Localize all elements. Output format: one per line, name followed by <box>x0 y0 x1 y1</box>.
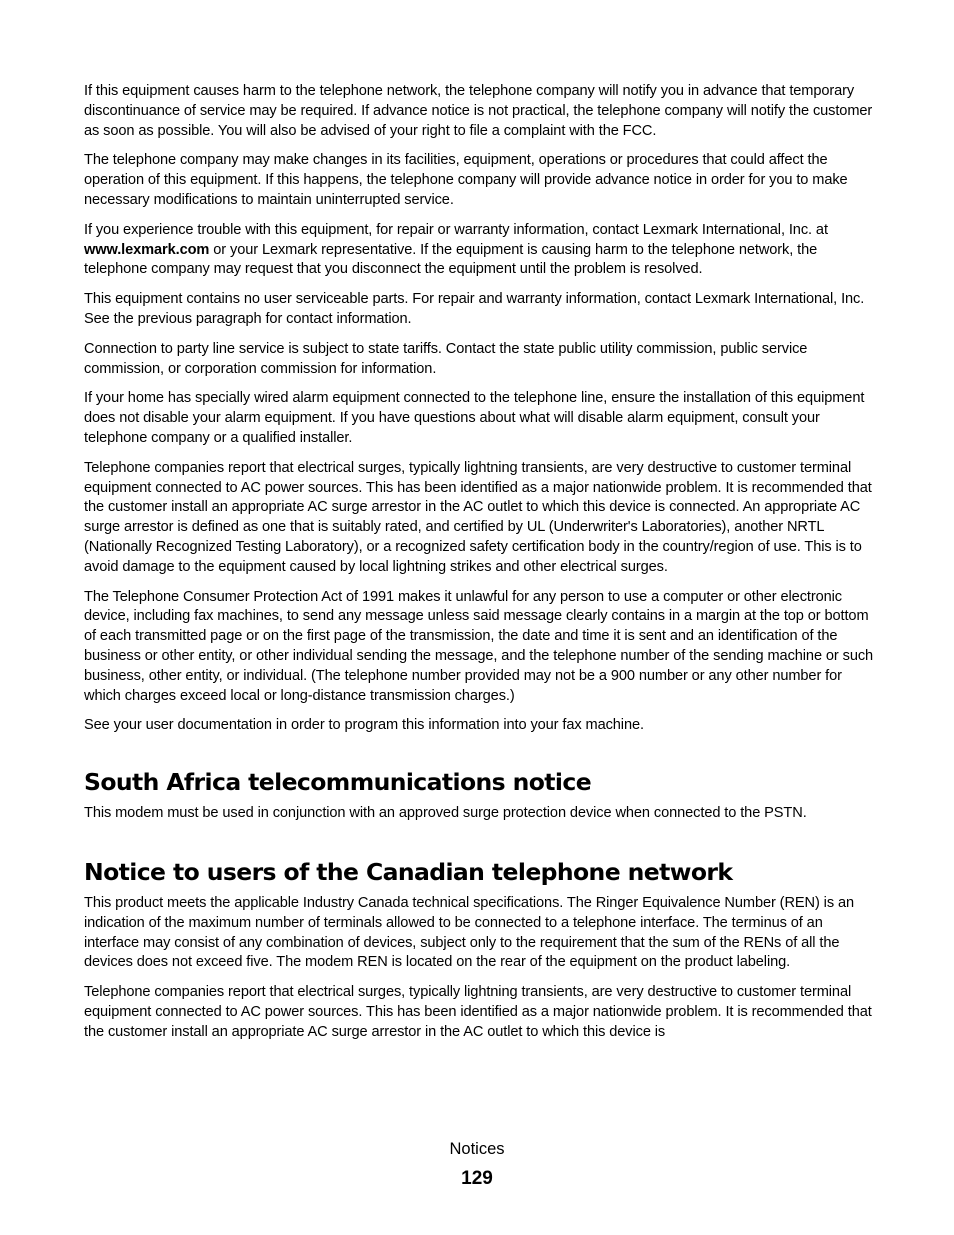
repair-contact-text-after: or your Lexmark representative. If the equipment is causing harm to the telephone network, the telephone company may request that you disconnect the equipment until the problem is resolved. <box>84 241 818 278</box>
paragraph-alarm-equipment: If your home has specially wired alarm equipment connected to the telephone line, ensure the installation of this equipment does not disable your alarm equipment. If you have questions about what will disable alarm equipment, consult your telephone company or a qualified installer. <box>84 390 865 446</box>
paragraph-south-africa-modem: This modem must be used in conjunction with an approved surge protection device when connected to the PSTN. <box>84 805 807 822</box>
paragraph-party-line: Connection to party line service is subject to state tariffs. Contact the state public utility commission, public service commission, or corporation commission for information. <box>84 340 808 377</box>
document-body <box>84 82 874 1052</box>
paragraph-industry-canada-ren: This product meets the applicable Industry Canada technical specifications. The Ringer Equivalence Number (REN) is an indication of the maximum number of terminals allowed to be connected to a telephone interface. The terminus of an interface may consist of any combination of devices, subject only to the requirement that the sum of the RENs of all the devices does not exceed five. The modem REN is located on the rear of the equipment on the product labeling. <box>84 894 855 971</box>
paragraph-facility-changes: The telephone company may make changes in its facilities, equipment, operations or procedures that could affect the operation of this equipment. If this happens, the telephone company will provide advance notice in order for you to make necessary modifications to maintain uninterrupted service. <box>84 152 848 208</box>
paragraph-fcc-harm-notice: If this equipment causes harm to the telephone network, the telephone company will notify you in advance that temporary discontinuance of service may be required. If advance notice is not practical, the telephone company will notify the customer as soon as possible. You will also be advised of your right to file a complaint with the FCC. <box>84 83 873 139</box>
repair-contact-text-before: If you experience trouble with this equipment, for repair or warranty information, contact Lexmark International, Inc. at <box>84 221 828 238</box>
footer-section-name: Notices <box>449 1140 505 1158</box>
paragraph-repair-contact <box>84 221 874 280</box>
paragraph-fax-programming: See your user documentation in order to program this information into your fax machine. <box>84 717 644 734</box>
paragraph-tcpa-1991: The Telephone Consumer Protection Act of 1991 makes it unlawful for any person to use a computer or other electronic device, including fax machines, to send any message unless said message clearly contains in a margin at the top or bottom of each transmitted page or on the first page of the transmission, the date and time it is sent and an identification of the business or other entity, or other individual sending the message, and the telephone number of the sending machine or such business, other entity, or individual. (The telephone number provided may not be a 900 number or any other number for which charges exceed local or long-distance transmission charges.) <box>84 588 874 704</box>
heading-canadian-network-notice: Notice to users of the Canadian telephone network <box>84 857 733 886</box>
paragraph-no-serviceable-parts: This equipment contains no user serviceable parts. For repair and warranty information, contact Lexmark International, Inc. See the previous paragraph for contact information. <box>84 291 865 327</box>
paragraph-canada-electrical-surges: Telephone companies report that electrical surges, typically lightning transients, are very destructive to customer terminal equipment connected to AC power sources. This has been identified as a major nationwide problem. It is recommended that the customer install an appropriate AC surge arrestor in the AC outlet to which this device is <box>84 984 872 1040</box>
lexmark-website-link: www.lexmark.com <box>84 241 210 258</box>
footer-page-number: 129 <box>461 1168 493 1189</box>
paragraph-electrical-surges: Telephone companies report that electrical surges, typically lightning transients, are very destructive to customer terminal equipment connected to AC power sources. This has been identified as a major nationwide problem. It is recommended that the customer install an appropriate AC surge arrestor in the AC outlet to which this device is connected. An appropriate AC surge arrestor is defined as one that is suitably rated, and certified by UL (Underwriter's Laboratories), another NRTL (Nationally Recognized Testing Laboratory), or a recognized safety certification body in the country/region of use. This is to avoid damage to the equipment caused by local lightning strikes and other electrical surges. <box>84 459 872 575</box>
heading-south-africa-notice: South Africa telecommunications notice <box>84 768 592 797</box>
